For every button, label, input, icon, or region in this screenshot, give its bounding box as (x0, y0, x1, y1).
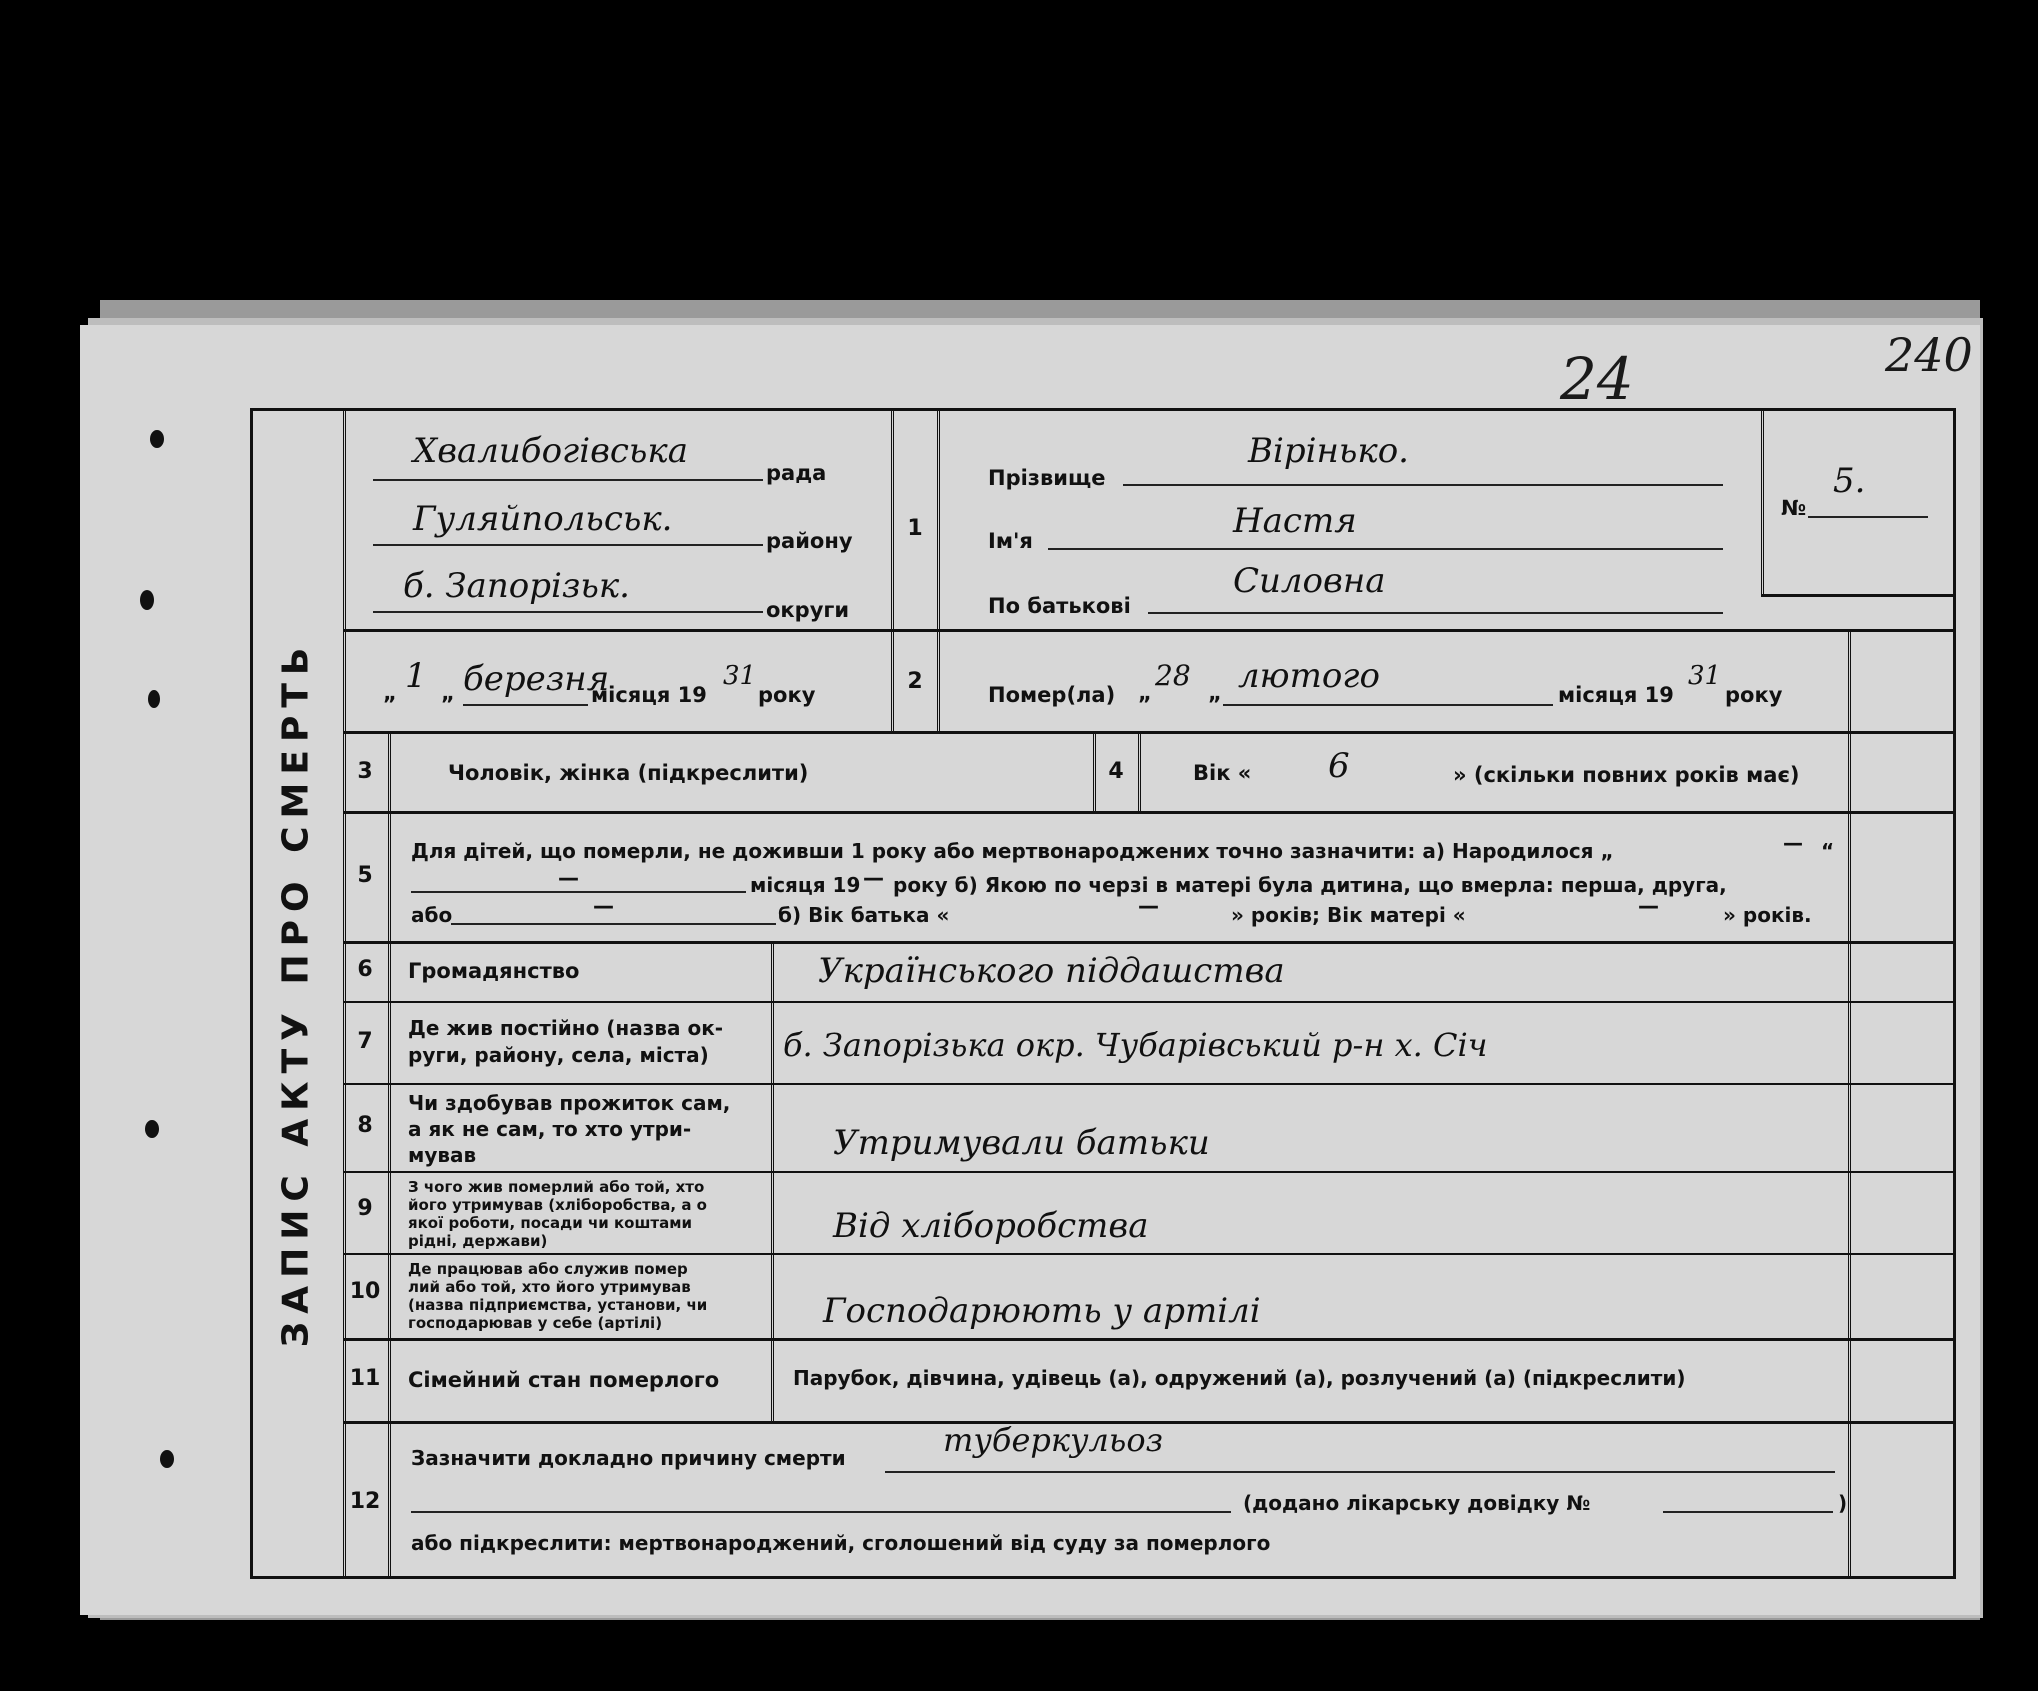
infant-line3-or: або (411, 903, 453, 927)
support-label-3: мував (408, 1143, 477, 1167)
marital-label: Сімейний стан померлого (408, 1368, 720, 1392)
record-date-month-label: місяця 19 (591, 683, 707, 707)
work-label-2: лий або той, хто його утримував (408, 1278, 691, 1296)
cause-line-2 (411, 1511, 1231, 1513)
row7-number: 7 (357, 1029, 373, 1054)
infant-line3-end: » років. (1723, 903, 1812, 927)
row6-divider (343, 1001, 1953, 1003)
punch-hole (140, 590, 154, 610)
row1-number: 1 (907, 516, 923, 541)
row5-number: 5 (357, 863, 373, 888)
surname-value: Вірінько. (1248, 431, 1409, 471)
council-label: рада (766, 461, 827, 485)
record-date-quote: „ (383, 681, 397, 705)
death-date-line (1223, 704, 1553, 706)
residence-value: б. Запорізька окр. Чубарівський р-н х. Січ (783, 1026, 1488, 1064)
stillborn-label: або підкреслити: мертвонароджений, сголошений від суду за померлого (411, 1531, 1271, 1555)
infant-order-line (451, 923, 776, 925)
name-value: Настя (1233, 501, 1357, 541)
row12-number: 12 (349, 1489, 381, 1514)
patronymic-value: Силовна (1233, 561, 1386, 601)
income-label-3: якої роботи, посади чи коштами (408, 1214, 692, 1232)
certificate-line (1663, 1511, 1833, 1513)
death-date-quote: „ (1138, 681, 1152, 705)
row8-number: 8 (357, 1113, 373, 1138)
work-label-3: (назва підприємства, установи, чи (408, 1296, 708, 1314)
row9-divider (343, 1253, 1953, 1255)
infant-line1: Для дітей, що померли, не доживши 1 року або мертвонароджених точно зазначити: а) Народилося „ (411, 839, 1614, 863)
infant-line2: року б) Якою по черзі в матері була дитина, що вмерла: перша, друга, (893, 873, 1727, 897)
age-label-start: Вік « (1193, 761, 1252, 785)
okruha-value: б. Запорізьк. (403, 566, 630, 606)
okruha-line (373, 611, 763, 613)
surname-label: Прізвище (988, 466, 1106, 490)
header-mid-divider (891, 411, 894, 731)
citizenship-label: Громадянство (408, 959, 580, 983)
record-date-year: 31 (723, 661, 757, 691)
header-num-divider (937, 411, 940, 731)
death-date-year: 31 (1688, 661, 1722, 691)
work-label-1: Де працював або служив помер (408, 1260, 688, 1278)
support-label-1: Чи здобував прожиток сам, (408, 1091, 731, 1115)
row11-number: 11 (349, 1366, 381, 1391)
infant-mother-value: — (1638, 894, 1659, 918)
row4-num-divider (1138, 731, 1141, 811)
row6-number: 6 (357, 957, 373, 982)
death-date-month-label: місяця 19 (1558, 683, 1674, 707)
council-value: Хвалибогівська (413, 431, 689, 471)
district-line (373, 544, 763, 546)
row3-number: 3 (357, 759, 373, 784)
infant-year-value: — (863, 866, 884, 890)
right-margin-divider (1848, 629, 1851, 1576)
cause-value: туберкульоз (943, 1421, 1164, 1459)
income-label-2: його утримував (хліборобства, а о (408, 1196, 707, 1214)
work-value: Господарюють у артілі (823, 1291, 1261, 1331)
patronymic-label: По батькові (988, 594, 1131, 618)
row7-divider (343, 1083, 1953, 1085)
header-divider (343, 629, 1953, 632)
record-date-day: 1 (405, 656, 427, 696)
infant-father-value: — (1138, 894, 1159, 918)
name-line (1048, 548, 1723, 550)
row4-number: 4 (1108, 759, 1124, 784)
age-label-end: » (скільки повних років має) (1453, 763, 1800, 787)
row2-number: 2 (907, 669, 923, 694)
income-label-1: З чого жив померлий або той, хто (408, 1178, 705, 1196)
residence-label-1: Де жив постійно (назва ок- (408, 1016, 724, 1040)
sheet-number: 24 (1560, 345, 1634, 413)
death-record-form (250, 408, 1956, 1579)
record-no-divider (1761, 411, 1764, 594)
record-no-label: № (1781, 496, 1807, 520)
district-label: району (766, 529, 853, 553)
punch-hole (150, 430, 164, 448)
patronymic-line (1148, 612, 1723, 614)
infant-month-line (411, 891, 746, 893)
side-divider (343, 411, 346, 1576)
okruha-label: округи (766, 598, 850, 622)
record-no-line (1808, 516, 1928, 518)
residence-label-2: руги, району, села, міста) (408, 1043, 709, 1067)
death-date-day: 28 (1155, 659, 1191, 692)
support-value: Утримували батьки (833, 1123, 1210, 1163)
support-label-2: а як не сам, то хто утри- (408, 1117, 692, 1141)
row2-divider (343, 731, 1953, 734)
infant-month-label: місяця 19 (750, 873, 861, 897)
citizenship-value: Українського піддашства (818, 951, 1285, 991)
label-value-divider (771, 941, 774, 1421)
record-no-bottom (1761, 594, 1953, 597)
infant-month-value: — (558, 866, 579, 890)
surname-line (1123, 484, 1723, 486)
cause-label: Зазначити докладно причину смерти (411, 1446, 846, 1470)
row3-divider (343, 811, 1953, 814)
death-date-quote2: „ (1208, 681, 1222, 705)
district-value: Гуляйпольськ. (413, 499, 673, 539)
row8-divider (343, 1171, 1953, 1173)
income-label-4: рідні, держави) (408, 1232, 548, 1250)
row9-number: 9 (357, 1196, 373, 1221)
sex-label: Чоловік, жінка (підкреслити) (448, 761, 809, 785)
punch-hole (148, 690, 160, 708)
record-date-quote2: „ (441, 681, 455, 705)
certificate-label-end: ) (1838, 1491, 1848, 1515)
marital-options: Парубок, дівчина, удівець (а), одружений (а), розлучений (а) (підкреслити) (793, 1366, 1686, 1390)
page-number: 240 (1885, 328, 1973, 382)
punch-hole (145, 1120, 159, 1138)
infant-mother-label: » років; Вік матері « (1231, 903, 1466, 927)
death-date-year-label: року (1725, 683, 1783, 707)
row10-number: 10 (349, 1279, 381, 1304)
death-date-month: лютого (1238, 656, 1380, 696)
work-label-4: господарював у себе (артілі) (408, 1314, 663, 1332)
certificate-label: (додано лікарську довідку № (1243, 1491, 1591, 1515)
punch-hole (160, 1450, 174, 1468)
row5-divider (343, 941, 1953, 944)
council-line (373, 479, 763, 481)
age-value: 6 (1328, 746, 1350, 786)
record-no-value: 5. (1833, 461, 1866, 501)
cause-line (885, 1471, 1835, 1473)
infant-father-label: б) Вік батька « (778, 903, 950, 927)
record-date-line (463, 704, 588, 706)
name-label: Ім'я (988, 529, 1033, 553)
record-date-year-label: року (758, 683, 816, 707)
row10-divider (343, 1338, 1953, 1341)
infant-line1-end: “ (1821, 839, 1835, 863)
vertical-title: ЗАПИС АКТУ ПРО СМЕРТЬ (275, 639, 316, 1348)
income-value: Від хліборобства (833, 1206, 1149, 1246)
death-date-label: Помер(ла) (988, 683, 1116, 707)
record-date-month: березня (463, 659, 610, 699)
infant-born-value: — (1783, 831, 1803, 855)
infant-order-value: — (593, 894, 614, 918)
numcol-divider (388, 731, 391, 1576)
